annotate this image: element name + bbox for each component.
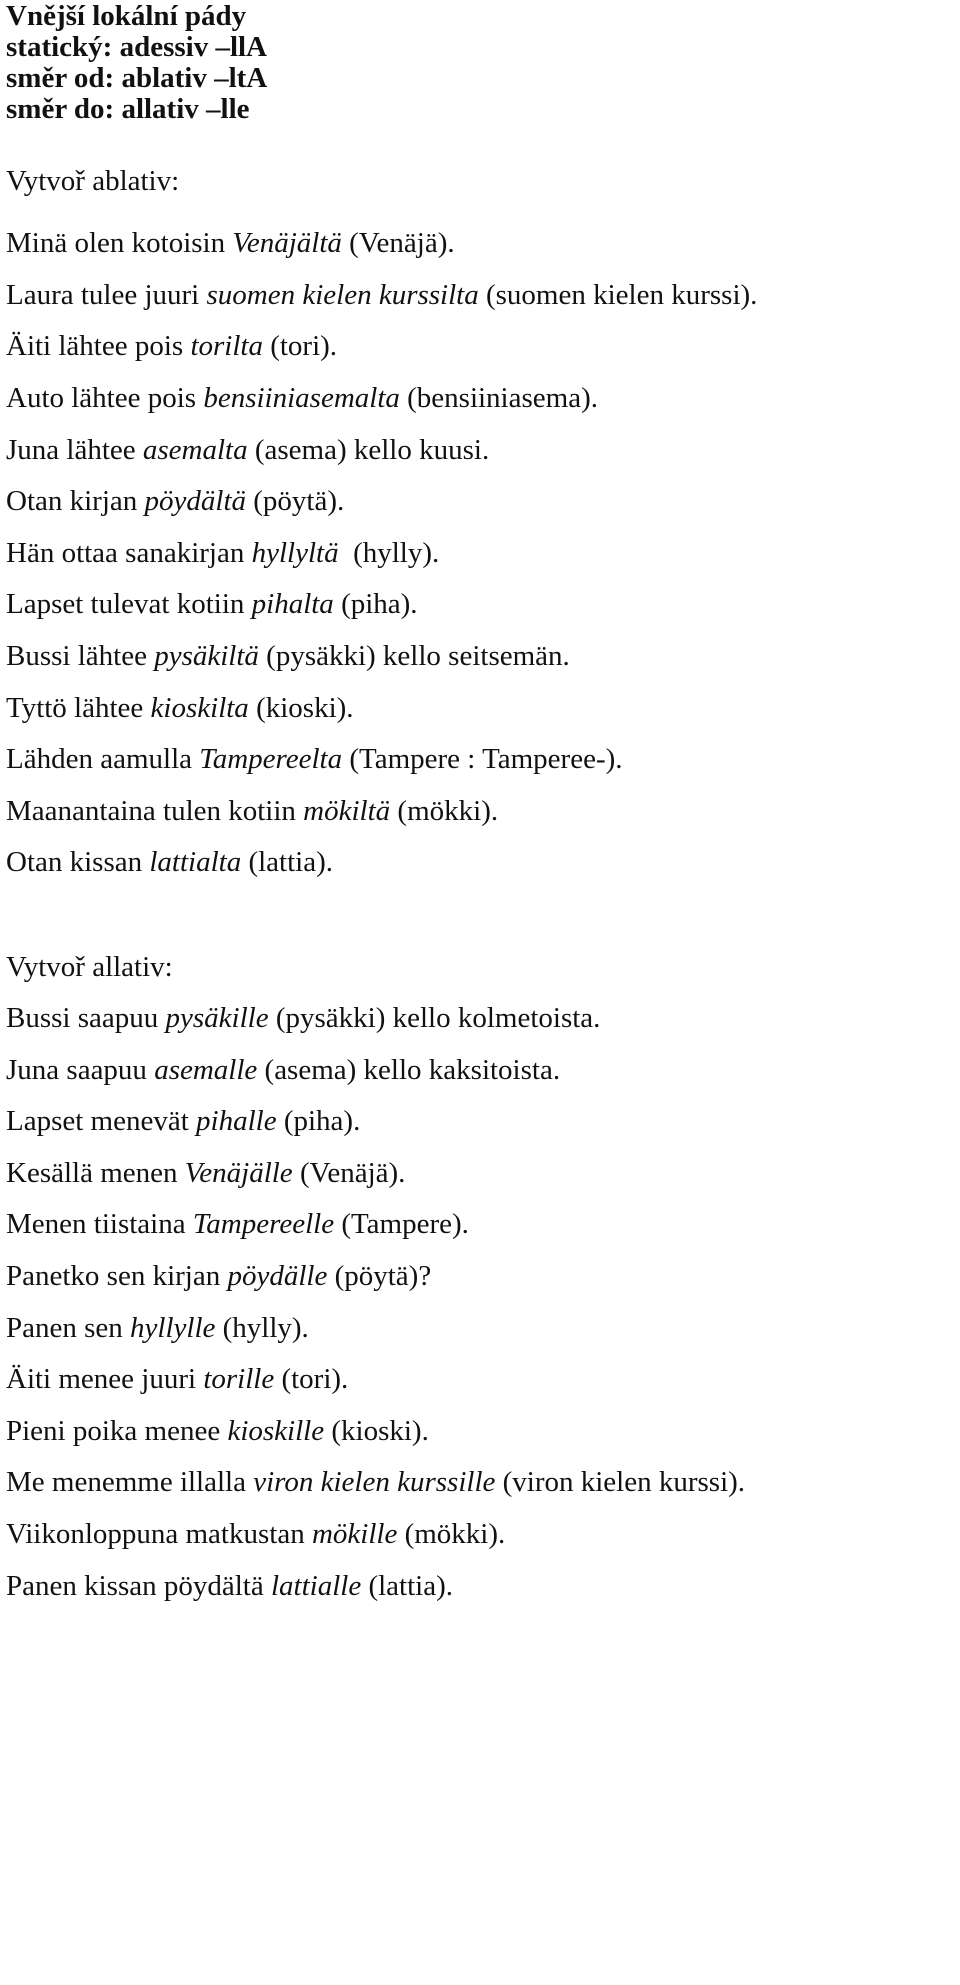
sentence: Äiti lähtee pois torilta (tori). — [6, 330, 338, 362]
answer-form: mökille — [311, 1518, 398, 1550]
answer-form: hyllylle — [130, 1312, 216, 1344]
answer-form: mökiltä — [303, 795, 391, 827]
allative-label: Vytvoř allativ: — [6, 951, 173, 983]
answer-form: pihalle — [196, 1105, 277, 1137]
sentence: Bussi saapuu pysäkille (pysäkki) kello kolmetoista. — [6, 1002, 601, 1034]
sentence: Maanantaina tulen kotiin mökiltä (mökki). — [6, 795, 499, 827]
answer-form: suomen kielen kurssilta — [206, 279, 479, 311]
sentence: Viikonloppuna matkustan mökille (mökki). — [6, 1518, 506, 1550]
answer-form: pysäkiltä — [154, 640, 259, 672]
sentence: Auto lähtee pois bensiiniasemalta (bensiiniasema). — [6, 382, 598, 414]
rule-ablative: směr od: ablativ –ltA — [6, 62, 268, 94]
answer-form: kioskilta — [150, 692, 249, 724]
sentence: Menen tiistaina Tampereelle (Tampere). — [6, 1208, 469, 1240]
page-title: Vnější lokální pády — [6, 0, 247, 32]
answer-form: pysäkille — [165, 1002, 269, 1034]
sentence: Panetko sen kirjan pöydälle (pöytä)? — [6, 1260, 432, 1292]
sentence: Bussi lähtee pysäkiltä (pysäkki) kello seitsemän. — [6, 640, 570, 672]
sentence: Äiti menee juuri torille (tori). — [6, 1363, 349, 1395]
sentence: Tyttö lähtee kioskilta (kioski). — [6, 692, 354, 724]
sentence: Otan kirjan pöydältä (pöytä). — [6, 485, 345, 517]
answer-form: hyllyltä — [251, 537, 339, 569]
answer-form: lattialle — [270, 1570, 362, 1602]
answer-form: Tampereelle — [192, 1208, 335, 1240]
sentence: Minä olen kotoisin Venäjältä (Venäjä). — [6, 227, 455, 259]
answer-form: pöydälle — [227, 1260, 328, 1292]
sentence: Pieni poika menee kioskille (kioski). — [6, 1415, 429, 1447]
rule-allative: směr do: allativ –lle — [6, 93, 250, 125]
sentence: Laura tulee juuri suomen kielen kurssilta (suomen kielen kurssi). — [6, 279, 758, 311]
ablative-label: Vytvoř ablativ: — [6, 165, 180, 197]
sentence: Kesällä menen Venäjälle (Venäjä). — [6, 1157, 406, 1189]
answer-form: Venäjälle — [184, 1157, 293, 1189]
answer-form: pihalta — [251, 588, 334, 620]
sentence: Juna lähtee asemalta (asema) kello kuusi. — [6, 434, 490, 466]
sentence: Panen kissan pöydältä lattialle (lattia). — [6, 1570, 453, 1602]
answer-form: asemalle — [154, 1054, 258, 1086]
sentence: Lapset tulevat kotiin pihalta (piha). — [6, 588, 418, 620]
answer-form: asemalta — [142, 434, 248, 466]
answer-form: bensiiniasemalta — [203, 382, 400, 414]
answer-form: lattialta — [149, 846, 242, 878]
sentence: Me menemme illalla viron kielen kurssille (viron kielen kurssi). — [6, 1466, 746, 1498]
answer-form: kioskille — [227, 1415, 325, 1447]
answer-form: Venäjältä — [232, 227, 342, 259]
sentence: Lapset menevät pihalle (piha). — [6, 1105, 361, 1137]
answer-form: viron kielen kurssille — [253, 1466, 496, 1498]
sentence: Hän ottaa sanakirjan hyllyltä (hylly). — [6, 537, 440, 569]
sentence: Panen sen hyllylle (hylly). — [6, 1312, 309, 1344]
rule-adessive: statický: adessiv –llA — [6, 31, 267, 63]
answer-form: torille — [203, 1363, 275, 1395]
sentence: Lähden aamulla Tampereelta (Tampere : Tamperee-). — [6, 743, 623, 775]
sentence: Otan kissan lattialta (lattia). — [6, 846, 334, 878]
answer-form: torilta — [190, 330, 263, 362]
answer-form: Tampereelta — [199, 743, 343, 775]
answer-form: pöydältä — [144, 485, 247, 517]
sentence: Juna saapuu asemalle (asema) kello kaksitoista. — [6, 1054, 561, 1086]
